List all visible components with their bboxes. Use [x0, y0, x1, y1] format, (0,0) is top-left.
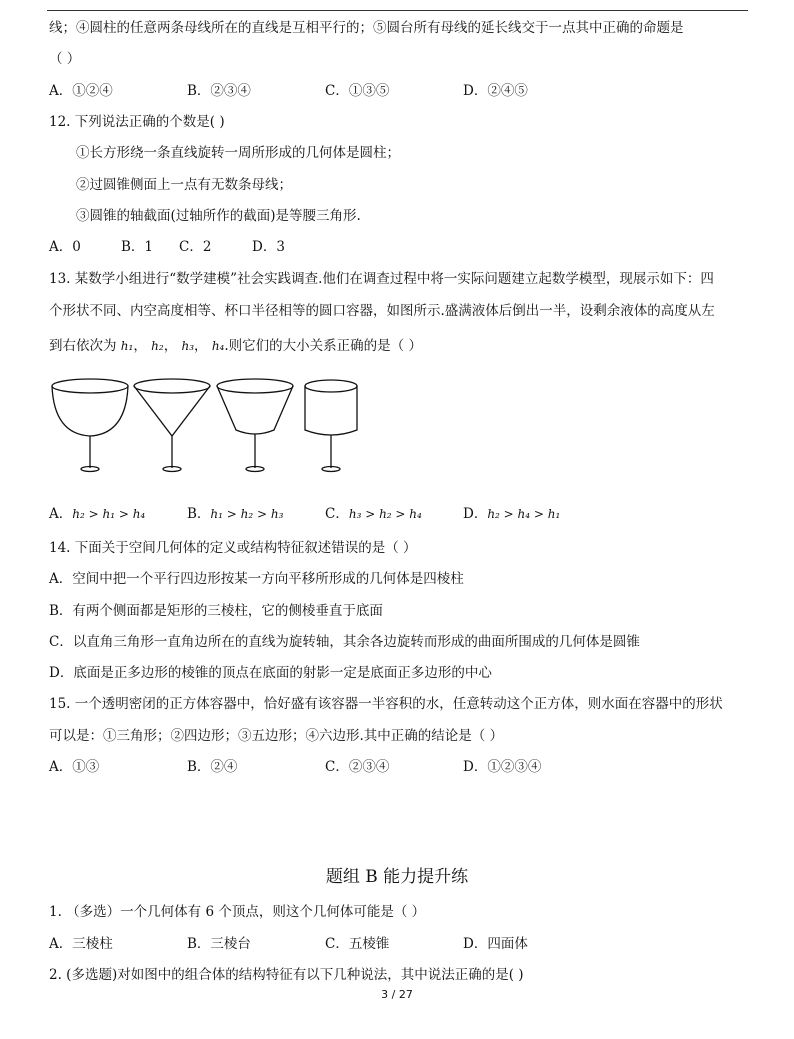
- container-3-frustum: [217, 379, 293, 472]
- h3-symbol: h₃: [181, 339, 195, 353]
- b1-option-b[interactable]: B．三棱台: [187, 936, 251, 952]
- q12-stem: 12. 下列说法正确的个数是( ): [49, 114, 225, 130]
- q12-statement-3: ③圆锥的轴截面(过轴所作的截面)是等腰三角形.: [76, 208, 361, 224]
- page-number: 3 / 27: [381, 988, 413, 1001]
- q14-option-c[interactable]: C．以直角三角形一直角边所在的直线为旋转轴，其余各边旋转而形成的曲面所围成的几何体是圆锥: [49, 634, 640, 650]
- h1-symbol: h₁: [120, 339, 134, 353]
- q15-option-b[interactable]: B．②④: [187, 759, 238, 775]
- q13-stem-line2: 个形状不同、内空高度相等、杯口半径相等的圆口容器，如图所示.盛满液体后倒出一半，设剩余液体的高度从左: [49, 303, 715, 319]
- q11-continuation: 线；④圆柱的任意两条母线所在的直线是互相平行的；⑤圆台所有母线的延长线交于一点其中正确的命题是: [49, 20, 684, 36]
- b1-stem: 1. （多选）一个几何体有 6 个顶点，则这个几何体可能是（ ）: [49, 904, 426, 920]
- q12-option-b[interactable]: B．1: [121, 239, 154, 255]
- h4-symbol: h₄: [211, 339, 225, 353]
- q11-option-b[interactable]: B．②③④: [187, 83, 251, 99]
- q11-option-a[interactable]: A．①②④: [49, 83, 113, 99]
- q11-option-c[interactable]: C．①③⑤: [325, 83, 390, 99]
- q15-option-c[interactable]: C．②③④: [325, 759, 390, 775]
- q13-option-d[interactable]: D．h₂ > h₄ > h₁: [463, 506, 561, 522]
- q14-stem: 14. 下面关于空间几何体的定义或结构特征叙述错误的是（ ）: [49, 540, 417, 556]
- q14-option-d[interactable]: D．底面是正多边形的棱锥的顶点在底面的射影一定是底面正多边形的中心: [49, 665, 492, 681]
- b1-option-c[interactable]: C．五棱锥: [325, 936, 390, 952]
- q13-option-c[interactable]: C．h₃ > h₂ > h₄: [325, 506, 422, 522]
- q15-option-a[interactable]: A．①③: [49, 759, 100, 775]
- header-rule: [47, 10, 748, 11]
- b2-stem: 2. (多选题)对如图中的组合体的结构特征有以下几种说法，其中说法正确的是( ): [49, 967, 524, 983]
- q15-stem-line1: 15. 一个透明密闭的正方体容器中，恰好盛有该容器一半容积的水，任意转动这个正方体，则水面在容器中的形状: [49, 696, 723, 712]
- q12-option-d[interactable]: D．3: [252, 239, 285, 255]
- q13-option-a[interactable]: A．h₂ > h₁ > h₄: [49, 506, 146, 522]
- q14-option-b[interactable]: B．有两个侧面都是矩形的三棱柱，它的侧棱垂直于底面: [49, 603, 383, 619]
- section-title: 题组 B 能力提升练: [325, 867, 469, 887]
- q12-option-c[interactable]: C．2: [179, 239, 212, 255]
- q11-answer-blank: （ ）: [49, 51, 81, 67]
- containers-figure: [48, 372, 368, 482]
- q15-option-d[interactable]: D．①②③④: [463, 759, 542, 775]
- h2-symbol: h₂: [151, 339, 164, 353]
- q13-stem-prefix: 到右依次为: [49, 338, 117, 354]
- b1-option-a[interactable]: A．三棱柱: [49, 936, 113, 952]
- q12-option-a[interactable]: A．0: [49, 239, 81, 255]
- q13-option-b[interactable]: B．h₁ > h₂ > h₃: [187, 506, 284, 522]
- q15-stem-line2: 可以是：①三角形；②四边形；③五边形；④六边形.其中正确的结论是（ ）: [49, 728, 504, 744]
- q13-stem-suffix: .则它们的大小关系正确的是（ ）: [224, 338, 422, 354]
- b1-option-d[interactable]: D．四面体: [463, 936, 528, 952]
- q12-statement-2: ②过圆锥侧面上一点有无数条母线；: [76, 177, 292, 193]
- q11-option-d[interactable]: D．②④⑤: [463, 83, 528, 99]
- container-2-cone: [134, 379, 210, 472]
- q14-option-a[interactable]: A．空间中把一个平行四边形按某一方向平移所形成的几何体是四棱柱: [49, 571, 464, 587]
- q13-stem-line3: 到右依次为 h₁， h₂， h₃， h₄.则它们的大小关系正确的是（ ）: [49, 338, 422, 354]
- container-4-cylinder: [305, 380, 357, 472]
- q13-stem-line1: 13. 某数学小组进行“数学建模”社会实践调查.他们在调查过程中将一实际问题建立起数学模型，现展示如下：四: [49, 271, 714, 287]
- container-1-hemisphere: [52, 379, 128, 472]
- q12-statement-1: ①长方形绕一条直线旋转一周所形成的几何体是圆柱；: [76, 145, 400, 161]
